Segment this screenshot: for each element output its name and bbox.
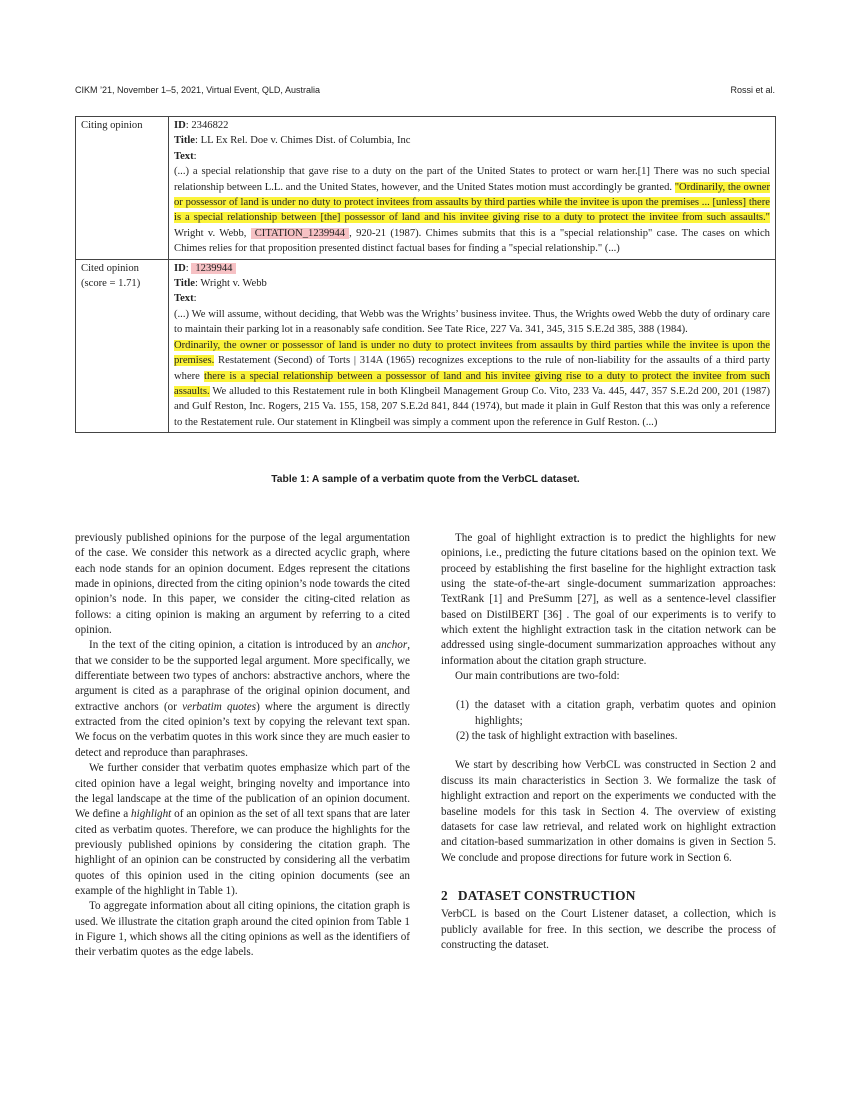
contributions-list	[441, 698, 776, 744]
left-p3-a: We further consider that verbatim quotes emphasize which part of the cited opinion have a legal weight, bringing novelty and importance into the legal landscape at the time of the publication of an opinion document. We define a	[75, 762, 410, 821]
right-paragraph-4: VerbCL is based on the Court Listener dataset, a collection, which is publicly available for free. In this section, we describe the process of constructing the dataset.	[441, 908, 776, 951]
left-p2-em-anchor: anchor	[375, 639, 408, 652]
cited-text-intro: (...) We will assume, without deciding, that Webb was the Wrights’ business invitee. Thus, the Wrights owed Webb the duty of ordinary care to maintain their parking lot in a reasonably safe condition. See Tate Rice, 227 Va. 341, 345, 315 S.E.2d 385, 388 (1984).	[174, 308, 770, 336]
left-p2-em-verbatim: verbatim quotes	[182, 700, 257, 713]
cited-label: Cited opinion	[81, 262, 139, 274]
left-paragraph-2	[75, 638, 410, 761]
left-p2-a: In the text of the citing opinion, a citation is introduced by an	[89, 639, 376, 652]
table-caption: Table 1: A sample of a verbatim quote from the VerbCL dataset.	[271, 474, 580, 485]
sample-table	[75, 116, 776, 433]
citing-id-label: ID	[174, 120, 186, 131]
citing-label: Citing opinion	[76, 117, 169, 260]
left-p2-c: ) where the argument is directly extracted from the cited opinion’s text by copying the relevant text span. We focus on the verbatim quotes in this work since they are much easier to detect and reproduce than paraphrases.	[75, 700, 410, 759]
citing-id: 2346822	[191, 120, 229, 131]
left-p3-em-highlight: highlight	[131, 808, 172, 821]
citing-text-mid: Wright v. Webb,	[174, 227, 251, 239]
left-column	[75, 531, 410, 961]
running-header-left: CIKM ’21, November 1–5, 2021, Virtual Event, QLD, Australia	[75, 85, 320, 95]
left-paragraph-3	[75, 761, 410, 899]
right-paragraph-1: The goal of highlight extraction is to predict the highlights for new opinions, i.e., predicting the future citations based on the opinion text. We proceed by establishing the first baseline for the highlight extraction task using the state-of-the-art single-document summarization approaches: TextRank [1] and PreSumm [27], as well as a sentence-level classifier based on DistilBERT [36] . The goal of our experiments is to verify to which extent the highlight extraction task in the citation network can be addressed using single-document summarization approaches without any information about the citation graph structure.	[441, 532, 776, 667]
cited-text	[174, 338, 770, 430]
citing-text-label: Text	[174, 150, 194, 162]
left-p3-b: of an opinion as the set of all text spans that are later cited as verbatim quotes. Therefore, we can produce the highlights for the previously published opinions by considering the citation graph. The highlight of an opinion can be constructed by considering all the verbatim quotes of this opinion used in the citing opinion documents (see an example of the highlight in Table 1).	[75, 808, 410, 897]
citing-quote-highlight: "Ordinarily, the owner or possessor of land is under no duty to protect invitees from assaults by third parties while the invitee is upon the premises ... [unless] there is a special relationship between [the] possessor of land and his invitee giving rise to a duty to protect the invitee from such assaults."	[174, 181, 770, 224]
right-column	[441, 531, 776, 953]
right-paragraph-3: We start by describing how VerbCL was constructed in Section 2 and discuss its main characteristics in Section 3. We formalize the task of highlight extraction and report on the experiments we conducted with the baseline models for this task in Section 4. The overview of existing datasets for case law retrieval, and related work on highlight extraction and citation-based summarization in other domains is given in Section 5. We conclude and propose directions for future work in Section 6.	[441, 759, 776, 864]
citing-text-before: (...) a special relationship that gave rise to a duty on the part of the United States to protect or warn her.[1] There was no such special relationship between L.L. and the United States, however, and the United States motion must accordingly be granted.	[174, 166, 770, 193]
list-item: (2) the task of highlight extraction with baselines.	[456, 730, 678, 743]
cited-id-label: ID	[174, 262, 186, 274]
section-heading	[441, 888, 776, 903]
cited-text-label: Text	[174, 293, 194, 305]
citing-text	[174, 164, 770, 256]
cited-text-mid: Restatement (Second) of Torts | 314A (1965) recognizes exceptions to the rule of non-liability for the assaults of a third party where	[174, 355, 770, 382]
table-row-cited	[76, 259, 776, 432]
cited-id-badge: 1239944	[191, 263, 236, 274]
table-row-citing	[76, 117, 776, 260]
citing-title-label: Title	[174, 135, 195, 147]
cited-text-after: We alluded to this Restatement rule in both Klingbeil Management Group Co. Vito, 233 Va. 445, 447, 357 S.E.2d 200, 201 (1987) and Gulf Reston, Inc. Rogers, 215 Va. 155, 158, 207 S.E.2d 841, 844 (1974), but made it plain in Gulf Reston that this was only a reference to the Restatement rule. Our statement in Klingbeil was simply a comment upon the reference in Gulf Reston. (...)	[174, 385, 770, 428]
citing-content: ID: 2346822 Title: LL Ex Rel. Doe v. Chimes Dist. of Columbia, Inc Text: (...) a special relationship that gave rise to a duty on the part of the United States to protect or warn her.[1] There was no such special relationship between L.L. and the United States, however, and the United States motion must accordingly be granted. "Ordinarily, the owner or possessor of land is under no duty to protect invitees from assaults by third parties while the invitee is upon the premises ... [unless] there is a special relationship between [the] possessor of land and his invitee giving rise to a duty to protect the invitee from such assaults." Wright v. Webb, CITATION_1239944 , 920-21 (1987). Chimes submits that this is a "special relationship" case. The cases on which Chimes relies for that proposition presented distinct factual bases for finding a "special relationship." (...)	[169, 117, 776, 260]
left-paragraph-4: To aggregate information about all citing opinions, the citation graph is used. We illustrate the citation graph around the cited opinion from Table 1 in Figure 1, which shows all the citing opinions as well as the identifiers of their verbatim quotes as the edge labels.	[75, 900, 410, 959]
cited-content: ID: 1239944 Title: Wright v. Webb Text: (...) We will assume, without deciding, that Webb was the Wrights’ business invitee. Thus, the Wrights owed Webb the duty of ordinary care to maintain their parking lot in a reasonably safe condition. See Tate Rice, 227 Va. 341, 345, 315 S.E.2d 385, 388 (1984). Ordinarily, the owner or possessor of land is under no duty to protect invitees from assaults by third parties while the invitee is upon the premises. Restatement (Second) of Torts | 314A (1965) recognizes exceptions to the rule of non-liability for the assaults of a third party where there is a special relationship between a possessor of land and his invitee giving rise to a duty to protect the invitee from such assaults. We alluded to this Restatement rule in both Klingbeil Management Group Co. Vito, 233 Va. 445, 447, 357 S.E.2d 200, 201 (1987) and Gulf Reston, Inc. Rogers, 215 Va. 155, 158, 207 S.E.2d 841, 844 (1974), but made it plain in Gulf Reston that this was only a reference to the Restatement rule. Our statement in Klingbeil was simply a comment upon the reference in Gulf Reston. (...)	[169, 259, 776, 432]
cited-title-label: Title	[174, 278, 195, 290]
cited-highlight-2: there is a special relationship between a possessor of land and his invitee giving rise to a duty to protect the invitee from such assaults.	[174, 370, 770, 397]
running-header-right: Rossi et al.	[730, 85, 775, 95]
left-p2-b: , that we consider to be the supported legal argument. More specifically, we differentiate between two types of anchors: abstractive anchors, where the argument is cited as a paraphrase of the original opinion document, and extractive anchors (or	[75, 639, 410, 713]
left-paragraph-1: previously published opinions for the purpose of the legal argumentation of the case. We consider this network as a directed acyclic graph, where each node stands for an opinion document. Edges represent the citations made in opinions, directed from the citing opinion’s node towards the cited opinion’s node. In this paper, we consider the citing-cited relation as follows: a citing opinion is making an argument by referring to a cited opinion.	[75, 532, 410, 637]
section-title: DATASET CONSTRUCTION	[457, 887, 636, 903]
list-item: (1) the dataset with a citation graph, verbatim quotes and opinion highlights;	[456, 699, 776, 727]
cited-title: Wright v. Webb	[200, 278, 267, 290]
citation-badge: CITATION_1239944	[251, 228, 349, 239]
citing-title: LL Ex Rel. Doe v. Chimes Dist. of Columbia, Inc	[200, 135, 411, 147]
section-number: 2	[441, 887, 448, 903]
citing-text-after: , 920-21 (1987). Chimes submits that this is a "special relationship" case. The cases on which Chimes relies for that proposition presented distinct factual bases for finding a "special relationship." (...)	[174, 227, 770, 255]
cited-score: (score = 1.71)	[81, 278, 141, 290]
cited-label-cell	[76, 259, 169, 432]
right-paragraph-2: Our main contributions are two-fold:	[455, 670, 620, 683]
cited-highlight-1: Ordinarily, the owner or possessor of land is under no duty to protect invitees from assaults by third parties while the invitee is upon the premises.	[174, 339, 770, 367]
